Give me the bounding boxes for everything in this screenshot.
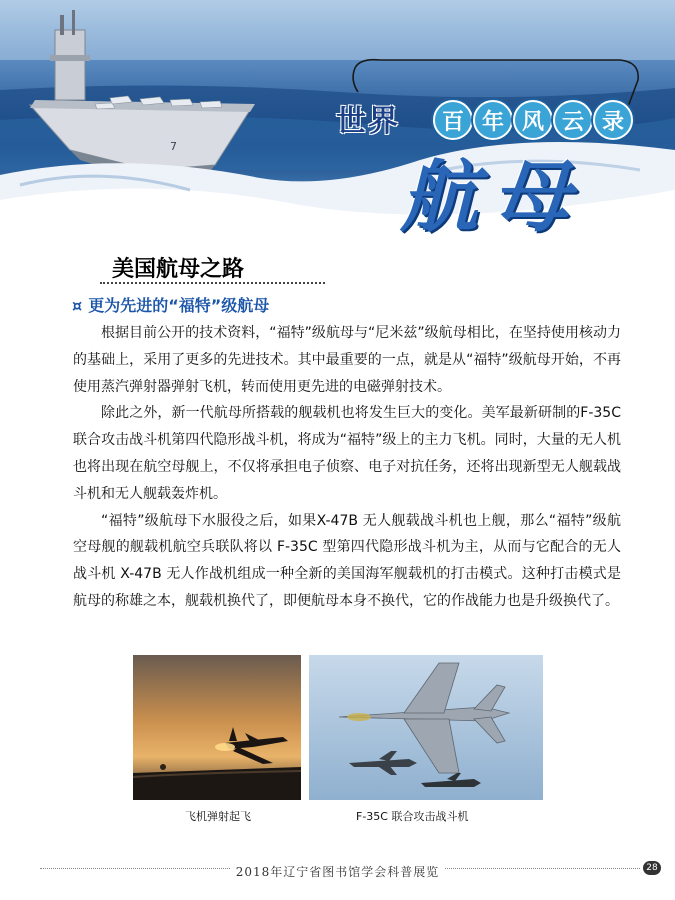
section-title: 美国航母之路 bbox=[112, 257, 245, 282]
century-char-5: 录 bbox=[593, 100, 633, 140]
svg-text:7: 7 bbox=[170, 140, 177, 153]
photo-caption-f35c: F-35C 联合攻击战斗机 bbox=[356, 810, 469, 823]
paragraph: 根据目前公开的技术资料，“福特”级航母与“尼米兹”级航母相比，在坚持使用核动力的基础上，采用了更多的先进技术。其中最重要的一点，就是从“福特”级航母开始，不再使用蒸汽弹射器弹射飞机，转而使用更先进的电磁弹射技术。 bbox=[73, 325, 621, 395]
century-char-1: 百 bbox=[433, 100, 473, 140]
section-title-divider bbox=[100, 282, 325, 284]
century-char-4: 云 bbox=[553, 100, 593, 140]
subheading-marker-icon: ¤ bbox=[72, 296, 83, 315]
banner-carrier-title: 航母 bbox=[400, 152, 585, 243]
article-body bbox=[73, 320, 621, 615]
banner-world-text: 世界 bbox=[336, 104, 400, 139]
paragraph: 除此之外，新一代航母所搭载的舰载机也将发生巨大的变化。美军最新研制的F-35C 联合攻击战斗机第四代隐形战斗机，将成为“福特”级上的主力飞机。同时，大量的无人机也将出现在航空母舰上，不仅将承担电子侦察、电子对抗任务，还将出现新型无人舰载战斗机和无人舰载轰炸机。 bbox=[73, 405, 621, 502]
footer bbox=[0, 861, 675, 880]
paragraph: “福特”级航母下水服役之后，如果X-47B 无人舰载战斗机也上舰，那么“福特”级航空母舰的舰载机航空兵联队将以 F-35C 型第四代隐形战斗机为主，从而与它配合的无人战斗机 X-47B 无人作战机组成一种全新的美国海军舰载机的打击模式。这种打击模式是航母的称雄之本，舰载机换代了，即便航母本身不换代，它的作战能力也是升级换代了。 bbox=[73, 512, 621, 609]
header-banner bbox=[0, 0, 675, 245]
footer-text: 2018年辽宁省图书馆学会科普展览 bbox=[230, 865, 446, 879]
photo-caption-launch: 飞机弹射起飞 bbox=[185, 810, 251, 823]
banner-title-block bbox=[0, 0, 675, 245]
f35c-photo bbox=[309, 655, 543, 800]
subheading-text: 更为先进的“福特”级航母 bbox=[88, 296, 270, 315]
page-number: 28 bbox=[643, 861, 661, 875]
subheading bbox=[72, 293, 269, 316]
catapult-launch-photo bbox=[133, 655, 301, 800]
century-char-3: 风 bbox=[513, 100, 553, 140]
century-char-2: 年 bbox=[473, 100, 513, 140]
